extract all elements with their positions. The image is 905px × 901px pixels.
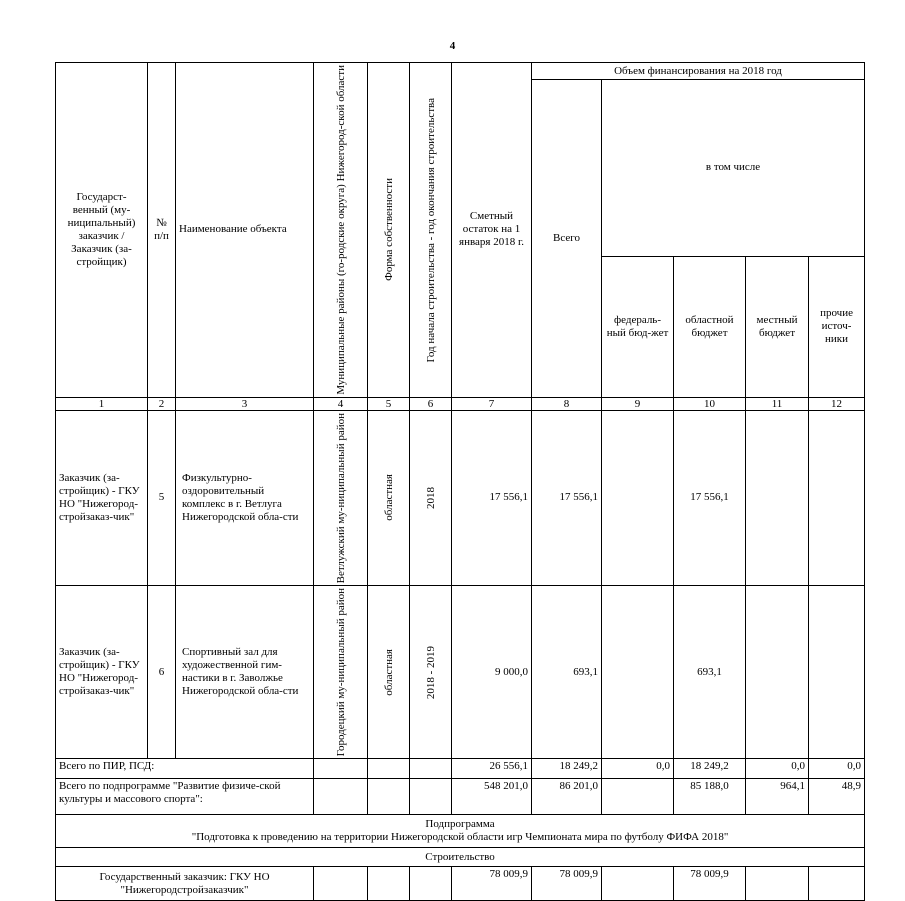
state-customer-federal <box>602 867 674 901</box>
col-num-10: 10 <box>674 397 746 410</box>
total-pir-label: Всего по ПИР, ПСД: <box>56 759 314 779</box>
total-pir-balance: 26 556,1 <box>452 759 532 779</box>
row-local <box>746 410 809 585</box>
header-regional: областной бюджет <box>674 256 746 397</box>
row-customer: Заказчик (за-стройщик) - ГКУ НО "Нижегород-стройзаказ-чик" <box>56 410 148 585</box>
total-pir-federal: 0,0 <box>602 759 674 779</box>
state-customer-balance: 78 009,9 <box>452 867 532 901</box>
row-local <box>746 586 809 759</box>
table-row <box>56 586 865 759</box>
col-num-12: 12 <box>809 397 865 410</box>
total-pir-row <box>56 759 865 779</box>
header-balance: Сметный остаток на 1 января 2018 г. <box>452 63 532 398</box>
row-object-name: Спортивный зал для художественной гим-настики в г. Заволжье Нижегородской обла-сти <box>176 586 314 759</box>
col-num-6: 6 <box>410 397 452 410</box>
header-federal: федераль-ный бюд-жет <box>602 256 674 397</box>
col-num-7: 7 <box>452 397 532 410</box>
total-subprogram-local: 964,1 <box>746 779 809 815</box>
state-customer-label: Государственный заказчик: ГКУ НО "Нижегородстройзаказчик" <box>56 867 314 901</box>
header-years: Год начала строительства - год окончания строительства <box>424 97 437 363</box>
header-municipality: Муниципальные районы (го-родские округа) Нижегород-ской области <box>334 65 347 395</box>
header-customer: Государст-венный (му-ниципальный) заказчик / Заказчик (за-стройщик) <box>56 63 148 398</box>
financing-table <box>55 62 865 901</box>
total-subprogram-total: 86 201,0 <box>532 779 602 815</box>
row-balance: 9 000,0 <box>452 586 532 759</box>
row-object-name: Физкультурно-оздоровительный комплекс в г. Ветлуга Нижегородской обла-сти <box>176 410 314 585</box>
col-num-11: 11 <box>746 397 809 410</box>
row-num: 6 <box>148 586 176 759</box>
col-num-8: 8 <box>532 397 602 410</box>
header-including: в том числе <box>602 80 865 257</box>
row-ownership: областная <box>382 474 395 522</box>
row-total: 693,1 <box>532 586 602 759</box>
row-regional: 17 556,1 <box>674 410 746 585</box>
total-subprogram-label: Всего по подпрограмме "Развитие физиче-ской культуры и массового спорта": <box>56 779 314 815</box>
total-pir-other: 0,0 <box>809 759 865 779</box>
row-other <box>809 586 865 759</box>
header-ownership: Форма собственности <box>382 178 395 282</box>
header-num: № п/п <box>148 63 176 398</box>
total-subprogram-other: 48,9 <box>809 779 865 815</box>
row-municipality: Городецкий му-ниципальный район <box>334 588 347 757</box>
row-total: 17 556,1 <box>532 410 602 585</box>
col-num-2: 2 <box>148 397 176 410</box>
col-num-5: 5 <box>368 397 410 410</box>
total-pir-regional: 18 249,2 <box>674 759 746 779</box>
header-row-1 <box>56 63 865 80</box>
state-customer-local <box>746 867 809 901</box>
state-customer-other <box>809 867 865 901</box>
total-pir-local: 0,0 <box>746 759 809 779</box>
col-num-4: 4 <box>314 397 368 410</box>
total-subprogram-balance: 548 201,0 <box>452 779 532 815</box>
page-number: 4 <box>449 40 456 52</box>
header-local: местный бюджет <box>746 256 809 397</box>
total-subprogram-federal <box>602 779 674 815</box>
subprogram-name: "Подготовка к проведению на территории Нижегородской области игр Чемпионата мира по футболу ФИФА 2018" <box>191 831 729 844</box>
row-ownership: областная <box>382 648 395 696</box>
row-regional: 693,1 <box>674 586 746 759</box>
header-other: прочие источ-ники <box>809 256 865 397</box>
state-customer-regional: 78 009,9 <box>674 867 746 901</box>
col-num-9: 9 <box>602 397 674 410</box>
header-funding-group: Объем финансирования на 2018 год <box>532 63 865 80</box>
header-total: Всего <box>532 80 602 398</box>
row-balance: 17 556,1 <box>452 410 532 585</box>
row-num: 5 <box>148 410 176 585</box>
col-num-1: 1 <box>56 397 148 410</box>
subprogram-row <box>56 815 865 848</box>
section-title: Строительство <box>56 848 865 867</box>
row-federal <box>602 410 674 585</box>
row-other <box>809 410 865 585</box>
total-pir-total: 18 249,2 <box>532 759 602 779</box>
col-num-3: 3 <box>176 397 314 410</box>
row-federal <box>602 586 674 759</box>
total-subprogram-row <box>56 779 865 815</box>
total-subprogram-regional: 85 188,0 <box>674 779 746 815</box>
row-municipality: Ветлужский му-ниципальный район <box>334 412 347 584</box>
section-row <box>56 848 865 867</box>
state-customer-total: 78 009,9 <box>532 867 602 901</box>
row-customer: Заказчик (за-стройщик) - ГКУ НО "Нижегород-стройзаказ-чик" <box>56 586 148 759</box>
table-row <box>56 410 865 585</box>
row-years: 2018 - 2019 <box>424 645 437 699</box>
row-years: 2018 <box>424 486 437 509</box>
subprogram-title: Подпрограмма <box>425 818 495 831</box>
header-object-name: Наименование объекта <box>176 63 314 398</box>
state-customer-row <box>56 867 865 901</box>
column-numbers-row <box>56 397 865 410</box>
